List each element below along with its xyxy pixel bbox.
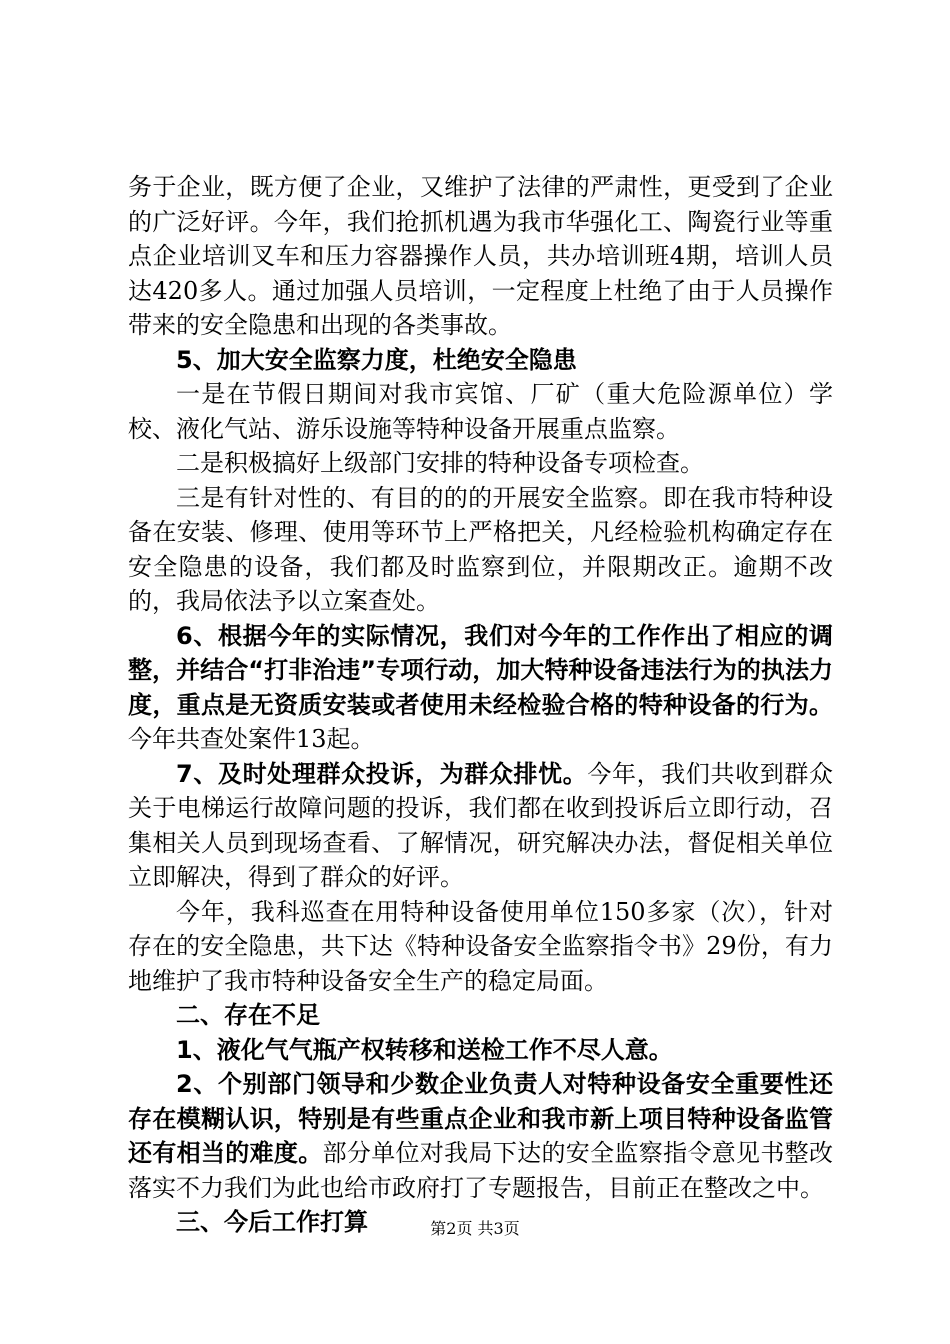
paragraph-item-7-rest: 今年，我们共收到群众关于电梯运行故障问题的投诉，我们都在收到投诉后立即行动，召集相关人员到现场查看、了解情况，研究解决办法，督促相关单位立即解决，得到了群众的好评。 xyxy=(128,759,833,891)
section-heading-shortcomings: 二、存在不足 xyxy=(176,1001,320,1029)
paragraph-shortcoming-1: 1、液化气气瓶产权转移和送检工作不尽人意。 xyxy=(176,1035,673,1064)
paragraph-item-7 xyxy=(128,757,833,895)
paragraph-shortcoming-2-rest: 部分单位对我局下达的安全监察指令意见书整改落实不力我们为此也给市政府打了专题报告，目前正在整改之中。 xyxy=(128,1139,834,1202)
document-body xyxy=(128,170,833,1240)
paragraph-item-6-rest: 今年共查处案件13起。 xyxy=(128,725,375,753)
paragraph-item-7-bold: 7、及时处理群众投诉，为群众排忧。 xyxy=(176,759,588,788)
paragraph-targeted-supervision: 三是有针对性的、有目的的的开展安全监察。即在我市特种设备在安装、修理、使用等环节上严格把关，凡经检验机构确定存在安全隐患的设备，我们都及时监察到位，并限期改正。逾期不改的，我局依法予以立案查处。 xyxy=(128,483,833,615)
paragraph-holiday-inspection: 一是在节假日期间对我市宾馆、厂矿（重大危险源单位）学校、液化气站、游乐设施等特种设备开展重点监察。 xyxy=(128,380,833,443)
paragraph-shortcoming-2-bold: 2、个别部门领导和少数企业负责人对特种设备安全重要性还存在模糊认识，特别是有些重点企业和我市新上项目特种设备监管还有相当的难度。 xyxy=(128,1070,833,1167)
paragraph-item-6-bold: 6、根据今年的实际情况，我们对今年的工作作出了相应的调整，并结合“打非治违”专项行动，加大特种设备违法行为的执法力度，重点是无资质安装或者使用未经检验合格的特种设备的行为。 xyxy=(128,621,833,719)
paragraph-special-inspection: 二是积极搞好上级部门安排的特种设备专项检查。 xyxy=(176,449,704,477)
paragraph-training: 务于企业，既方便了企业，又维护了法律的严肃性，更受到了企业的广泛好评。今年，我们抢抓机遇为我市华强化工、陶瓷行业等重点企业培训叉车和压力容器操作人员，共办培训班4期，培训人员达420多人。通过加强人员培训，一定程度上杜绝了由于人员操作带来的安全隐患和出现的各类事故。 xyxy=(128,173,833,339)
page-number-label: 第2页 共3页 xyxy=(430,1219,520,1238)
section-heading-future-plans: 三、今后工作打算 xyxy=(176,1208,368,1236)
paragraph-item-6 xyxy=(128,619,833,757)
page-footer xyxy=(0,1216,950,1239)
paragraph-shortcoming-2 xyxy=(128,1067,833,1205)
paragraph-annual-summary: 今年，我科巡查在用特种设备使用单位150多家（次），针对存在的安全隐患，共下达《特种设备安全监察指令书》29份，有力地维护了我市特种设备安全生产的稳定局面。 xyxy=(128,897,833,995)
section-heading-5: 5、加大安全监察力度，杜绝安全隐患 xyxy=(176,345,577,374)
